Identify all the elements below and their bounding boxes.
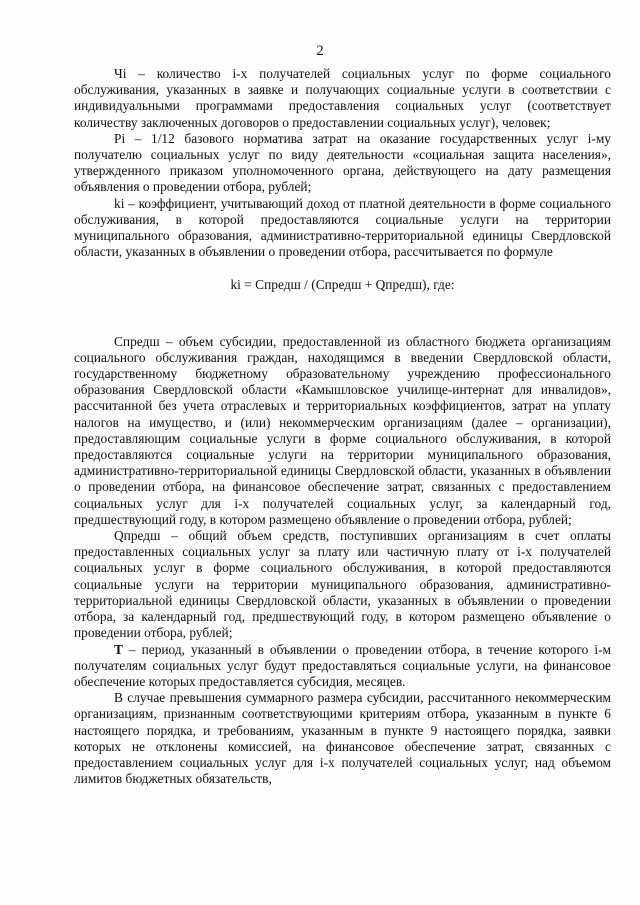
t-symbol: Т [114,641,123,657]
document-body [74,66,611,787]
paragraph-subsidy-excess: В случае превышения суммарного размера субсидии, рассчитанного некоммерческим организациям, признанным соответствующими критериям отбора, указанным в пункте 6 настоящего порядка, и требованиям, указанным в пункте 9 настоящего порядка, заявки которых не отклонены комиссией, на финансовое обеспечение затрат, связанных с предоставлением социальных услуг для i-х получателей социальных услуг, над объемом лимитов бюджетных обязательств, [74,690,611,787]
paragraph-pi-definition: Рi – 1/12 базового норматива затрат на оказание государственных услуг i-му получателю социальных услуг по виду деятельности «социальная защита населения», утвержденного приказом уполномоченного органа, действующего на дату размещения объявления о проведении отбора, рублей; [74,130,611,195]
paragraph-t-definition [74,642,611,691]
page-number: 2 [316,43,324,59]
paragraph-chi-definition: Чi – количество i-х получателей социальных услуг по форме социального обслуживания, указанных в заявке и получающих социальные услуги в соответствии с индивидуальными программами предоставления социальных услуг (соответствует количеству заключенных договоров о предоставлении социальных услуг), человек; [74,66,611,130]
paragraph-ki-definition: ki – коэффициент, учитывающий доход от платной деятельности в форме социального обслуживания, в которой предоставляются социальные услуги на территории муниципального образования, административно-территориальной единицы Свердловской области, указанных в объявлении о проведении отбора, рассчитывается по формуле [74,195,611,260]
paragraph-spredsh-definition: Спредш – объем субсидии, предоставленной из областного бюджета организациям социального обслуживания граждан, находящимся в введении Свердловской области, государственному бюджетному образовательному учреждению профессионального образования Свердловской области «Камышловское училище-интернат для инвалидов», рассчитанной без учета отраслевых и территориальных коэффициентов, затрат на уплату налогов на имущество, и (или) некоммерческим организациям (далее – организации), предоставляющим социальные услуги в форме социального обслуживания, в которой предоставляются социальные услуги на территории муниципального образования, административно-территориальной единицы Свердловской области, указанных в объявлении о проведении отбора, на финансовое обеспечение затрат, связанных с предоставлением социальных услуг для i-х получателей социальных услуг, за календарный год, предшествующий году, в котором размещено объявление о проведении отбора, рублей; [74,333,611,527]
formula-ki: ki = Спредш / (Спредш + Qпредш), где: [230,277,455,293]
t-definition-text: – период, указанный в объявлении о проведении отбора, в течение которого i-м получателям социальных услуг будут предоставляться социальные услуги, на финансовое обеспечение которых предоставляется субсидия, месяцев. [74,641,611,689]
paragraph-qpredsh-definition: Qпредш – общий объем средств, поступивших организациям в счет оплаты предоставленных социальных услуг за плату или частичную плату от i-х получателей социальных услуг в форме социального обслуживания, в которой предоставляются социальные услуги на территории муниципального образования, административно-территориальной единицы Свердловской области, указанных в объявлении о проведении отбора, за календарный год, предшествующий году, в котором размещено объявление о проведении отбора, рублей; [74,528,611,641]
